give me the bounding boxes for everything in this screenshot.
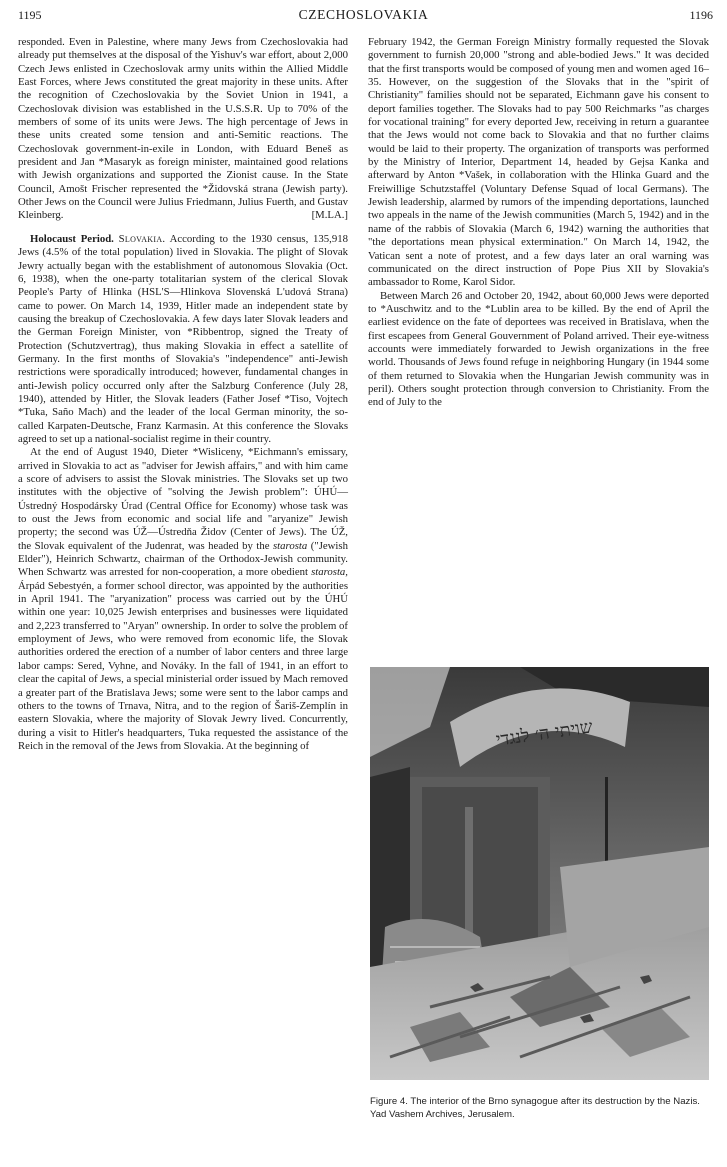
- paragraph-deportation-request: February 1942, the German Foreign Ministry formally requested the Slovak government to furnish 20,000 "strong and able-bodied Jews." It was decided that the first transports would be composed of young men and women aged 16–35. However, on the suggestion of the Slovaks that in the "spirit of Christianity" families should not be separated, Eichmann gave his consent to deport families together. The Slovaks had to pay 500 Reichmarks "as charges for vocational training" for every deported Jew, receiving in return a guarantee that the Jews would not come back to Slovakia and that no further claims would be laid to their property. The organization of transports was performed by the Ministry of Interior, Department 14, headed by Gejsa Kanka and afterward by Anton *Vašek, in collaboration with the Hlinka Guard and the Freiwillige Schutzstaffel (Voluntary Defense Squad of local Germans). The Jewish leadership, alarmed by rumors of the impending deportations, launched two appeals in the name of the Jewish communities (March 5, 1942) and in the name of the rabbis of Slovakia (March 6, 1942) warning the authorities that "the deportations mean physical extermination." On March 14, 1942, the Vatican sent a note of protest, and a few days later an oral warning was communicated on the direct instruction of Pope Pius XII by Slovakia's ambassador to Rome, Karol Sidor.: [368, 36, 709, 289]
- italic-term: starosta: [273, 539, 308, 552]
- paragraph-middle-east-forces: [18, 36, 348, 223]
- page-number-left: 1195: [18, 8, 42, 22]
- paragraph-holocaust-period: [18, 233, 348, 447]
- synagogue-photograph: [370, 667, 709, 1080]
- paragraph-text: According to the 1930 census, 135,918 Jews (4.5% of the total population) lived in Slovakia. The plight of Slovak Jewry actually began with the establishment of autonomous Slovakia (Oct. 6, 1938), when the one-party totalitarian system of the clerical Slovak People's Party of Hlinka (HSL'S—Hlinkova Slovenská L'udová Strana) came to power. On March 14, 1939, Hitler made an independent state by causing the breakup of Czechoslovakia. A few days later Slovak leaders and the German Foreign Minister, von *Ribbentrop, signed the Treaty of Protection (Schutzvertrag), thus making Slovakia in effect a satellite of Germany. In the first months of Slovakia's "independence" anti-Jewish restrictions were sporadically introduced; however, fundamental changes in anti-Jewish policy occurred only after the Salzburg Conference (July 28, 1940), attended by Hitler, the Slovak leaders (Father Josef *Tiso, Vojtech *Tuka, Saño Mach) and the leader of the local German minority, the so-called Karpaten-Deutsche, Franz Karmasin. At this conference the Slovaks agreed to set up a national-socialist regime in their country.: [18, 232, 348, 445]
- photo-illustration: [370, 667, 709, 1080]
- paragraph-text: ("Jewish Elder"), Heinrich Schwartz, chairman of the Orthodox-Jewish community. When Schwartz was arrested for non-cooperation, a more obedient: [18, 539, 348, 579]
- section-heading: Holocaust Period.: [30, 232, 114, 245]
- right-column: [368, 36, 709, 410]
- section-place: Slovakia.: [118, 232, 166, 245]
- figure-caption: Figure 4. The interior of the Brno synagogue after its destruction by the Nazis. Yad Vashem Archives, Jerusalem.: [370, 1096, 700, 1120]
- italic-term: starosta,: [311, 566, 348, 579]
- paragraph-text: At the end of August 1940, Dieter *Wisliceny, *Eichmann's emissary, arrived in Slovakia to act as "adviser for Jewish affairs," and with him came a score of advisers to assist the Slovak ministries. The Slovaks set up two institutes with the objective of "solving the Jewish problem": ÚHÚ—Ústredný Hospodársky Úrad (Central Office for Economy) whose task was to oust the Jews from economic and social life and "aryanize" Jewish property; the second was ÚŽ—Ústredňa Židov (Center of Jews). The ÚŽ, the Slovak equivalent of the Judenrat, was headed by the: [18, 446, 348, 552]
- author-signature: [M.LA.]: [311, 209, 348, 222]
- running-head-title: CZECHOSLOVAKIA: [298, 7, 429, 22]
- paragraph-deportations: Between March 26 and October 20, 1942, about 60,000 Jews were deported to *Auschwitz and to the *Lublin area to be killed. By the end of April the earliest evidence on the fate of deportees was received in Bratislava, when the first escapees from General Gouvernment of Poland arrived. Their eye-witness accounts were immediately forwarded to Jewish organizations in the free world. Thousands of Jews found refuge in neighboring Hungary (in 1944 some of them returned to Slovakia when the Hungarian Jewish community was in peril). Others sought protection through conversion to Christianity. From the end of July to the: [368, 289, 709, 409]
- left-column: [18, 36, 348, 753]
- page-header: [0, 0, 727, 40]
- hebrew-inscription: שויתי ה׳ לנגדי: [494, 716, 594, 751]
- paragraph-text: responded. Even in Palestine, where many Jews from Czechoslovakia had already put themselves at the disposal of the Yishuv's war effort, about 2,000 Czech Jews enlisted in Czechoslovak army units within the Allied Middle East Forces, where Jews constituted the great majority in these units. After the recognition of Czechoslovakia by the Soviet Union in 1941, a Czechoslovak division was established in the U.S.S.R. Up to 70% of the members of some of its units were Jews. The high percentage of Jews in these units created some tension and anti-Semitic reactions. The Czechoslovak government-in-exile in London, with Eduard Beneš as president and Jan *Masaryk as foreign minister, maintained good relations with Jewish organizations and supported the Zionist cause. In the State Council, Amošt Frischer represented the *Židovská strana (Jewish party). Other Jews on the Council were Julius Friedmann, Julius Fuerth, and Gustav Kleinberg.: [18, 36, 348, 222]
- paragraph-wisliceny: [18, 446, 348, 753]
- page-number-right: 1196: [689, 8, 713, 22]
- paragraph-text: Árpád Sebestyén, a former school director, was appointed by the authorities in April 1941. The "aryanization" process was carried out by the ÚHÚ within one year: 10,025 Jewish enterprises and businesses were liquidated and 2,223 transferred to "Aryan" ownership. In order to solve the problem of employment of Jews, who were removed from economic life, the Slovak authorities ordered the erection of a number of labor centers and three large labor camps: Sered, Vyhne, and Nováky. In the fall of 1941, in an effort to clear the capital of Jews, a special ministerial order issued by Mach removed a greater part of the Bratislava Jews; some were sent to the labor camps and others to the towns of Trnava, Nitra, and to the region of Šariš-Zemplín in eastern Slovakia, where the majority of Slovak Jewry lived. Concurrently, during a visit to Hitler's headquarters, Tuka requested the assistance of the Reich in the removal of the Jews from Slovakia. At the beginning of: [18, 579, 348, 752]
